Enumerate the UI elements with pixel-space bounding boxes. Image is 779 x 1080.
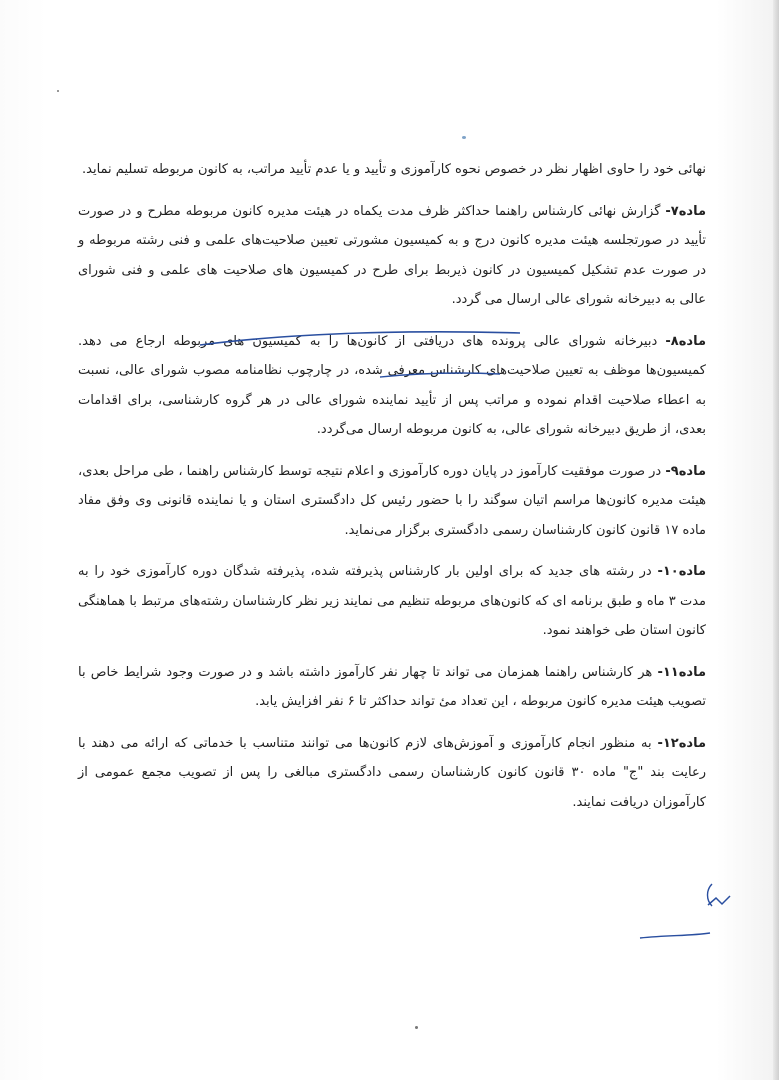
scan-speck xyxy=(415,1026,418,1029)
article-12 xyxy=(78,729,706,818)
article-12-paragraph xyxy=(78,729,706,818)
article-11 xyxy=(78,658,706,717)
article-11-text: هر کارشناس راهنما همزمان می تواند تا چهار نفر کارآموز داشته باشد و در صورت وجود شرایط خاص با تصویب هیئت مدیره کانون مربوطه ، این تعداد میٔ تواند حداکثر تا ۶ نفر افزایش یابد. xyxy=(78,664,706,709)
article-7-text: گزارش نهائی کارشناس راهنما حداکثر ظرف مدت یکماه در هیئت مدیره کانون مربوطه مطرح و در صورت تأیید در صورتجلسه هیئت مدیره کانون درج و به کمیسیون مشورتی تعیین صلاحیت‌های علمی و فنی رشته مربوطه و در صورت عدم تشکیل کمیسیون در کانون ذیربط برای طرح در کمیسیون های صلاحیت های علمی و فنی شورای عالی به دبیرخانه شورای عالی ارسال می گردد. xyxy=(78,203,706,307)
article-8 xyxy=(78,327,706,445)
ink-bracket-article-12 xyxy=(708,884,713,906)
intro-paragraph: نهائی خود را حاوی اظهار نظر در خصوص نحوه کارآموزی و تأیید و یا عدم تأیید مراتب، به کانون مربوطه تسلیم نماید. xyxy=(82,162,706,177)
article-10 xyxy=(78,557,706,646)
scan-speck xyxy=(462,136,466,139)
article-7 xyxy=(78,197,706,315)
article-10-text: در رشته های جدید که برای اولین بار کارشناس پذیرفته شده، پذیرفته شدگان دوره کارآموزی خود را به مدت ۳ ماه و طبق برنامه ای که کانون‌های مربوطه تنظیم می نمایند زیر نظر کارشناسان رشته‌های مرتبط با هماهنگی کانون استان طی خواهند نمود. xyxy=(78,564,706,638)
article-11-label: ماده۱۱- xyxy=(657,664,706,680)
article-8-label: ماده۸- xyxy=(665,333,706,349)
ink-check-mark xyxy=(708,896,730,905)
scan-speck xyxy=(57,90,59,92)
article-12-label: ماده۱۲- xyxy=(657,735,706,751)
article-9 xyxy=(78,457,706,546)
article-10-paragraph xyxy=(78,557,706,646)
ink-underline-article-12 xyxy=(640,933,710,938)
article-9-label: ماده۹- xyxy=(665,463,706,479)
document-body xyxy=(78,155,706,829)
page-edge-shadow xyxy=(773,0,779,1080)
article-8-paragraph xyxy=(78,327,706,445)
article-7-label: ماده۷- xyxy=(665,203,706,219)
article-12-text: به منظور انجام کارآموزی و آموزش‌های لازم کانون‌ها می توانند متناسب با خدماتی که ارائه می دهند با رعایت بند "ج" ماده ۳۰ قانون کانون کارشناسان رسمی دادگستری مبالغی را پس از تصویب مجمع عمومی از کارآموزان دریافت نمایند. xyxy=(78,735,706,810)
article-7-paragraph xyxy=(78,197,706,315)
article-11-paragraph xyxy=(78,658,706,717)
article-10-label: ماده۱۰- xyxy=(657,564,706,579)
article-9-paragraph xyxy=(78,457,706,546)
article-9-text: در صورت موفقیت کارآموز در پایان دوره کارآموزی و اعلام نتیجه توسط کارشناس راهنما ، طی مراحل بعدی، هیئت مدیره کانون‌ها مراسم اتیان سوگند را با حضور رئیس کل دادگستری استان و یا نماینده قانونی وی وفق مفاد ماده ۱۷ قانون کانون کارشناسان رسمی دادگستری برگزار می‌نماید. xyxy=(78,463,706,538)
article-8-text: دبیرخانه شورای عالی پرونده های دریافتی از کانون‌ها را به کمیسیون های مربوطه ارجاع می دهد. کمیسیون‌ها موظف به تعیین صلاحیت‌های کارشناس معرفی شده، در چارچوب نظامنامه مصوب شورای عالی، نسبت به اعطاء صلاحیت اقدام نموده و مراتب پس از تأیید نماینده شورای عالی در هر گروه کارشناسی، برای اقدامات بعدی، از طریق دبیرخانه شورای عالی، به کانون مربوطه ارسال می‌گردد. xyxy=(78,333,706,437)
